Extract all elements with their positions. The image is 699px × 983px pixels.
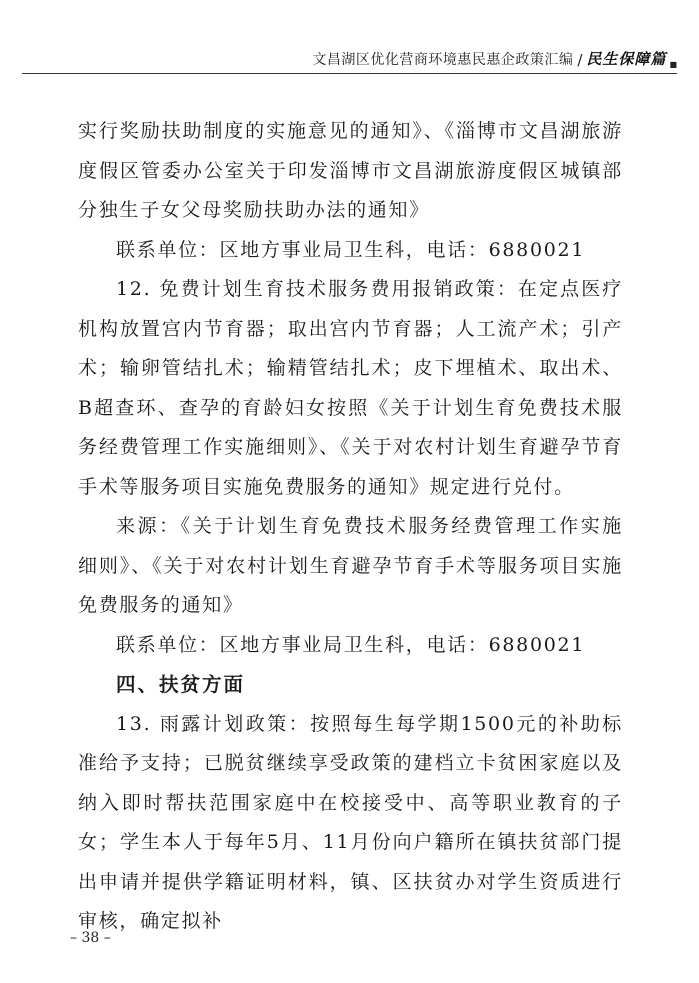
header-separator: /	[577, 51, 583, 69]
paragraph-contact-2: 联系单位：区地方事业局卫生科，电话：6880021	[116, 633, 586, 656]
header-title: 文昌湖区优化营商环境惠民惠企政策汇编	[312, 52, 574, 68]
page-body	[78, 112, 623, 942]
header-section-title: 民生保障篇	[586, 50, 667, 68]
header-square-mark: ■	[669, 60, 677, 69]
paragraph-item-12: 12. 免费计划生育技术服务费用报销政策：在定点医疗机构放置宫内节育器；取出宫内节育器；人工流产术；引产术；输卵管结扎术；输精管结扎术；皮下埋植术、取出术、B超查环、查孕的育龄妇女按照《关于计划生育免费技术服务经费管理工作实施细则》、《关于对农村计划生育避孕节育手术等服务项目实施免费服务的通知》规定进行兑付。	[78, 278, 623, 498]
paragraph-policy-source-continued: 实行奖励扶助制度的实施意见的通知》、《淄博市文昌湖旅游度假区管委办公室关于印发淄博市文昌湖旅游度假区城镇部分独生子女父母奖励扶助办法的通知》	[78, 120, 623, 221]
paragraph-contact-1: 联系单位：区地方事业局卫生科，电话：6880021	[116, 238, 586, 261]
page-header	[22, 44, 677, 74]
paragraph-source-item-12: 来源：《关于计划生育免费技术服务经费管理工作实施细则》、《关于对农村计划生育避孕节育手术等服务项目实施免费服务的通知》	[78, 515, 623, 616]
paragraph-item-13: 13. 雨露计划政策：按照每生每学期1500元的补助标准给予支持；已脱贫继续享受政策的建档立卡贫困家庭以及纳入即时帮扶范围家庭中在校接受中、高等职业教育的子女；学生本人于每年5月、11月份向户籍所在镇扶贫部门提出申请并提供学籍证明材料，镇、区扶贫办对学生资质进行审核，确定拟补	[78, 712, 623, 932]
section-heading-poverty-alleviation: 四、扶贫方面	[116, 673, 246, 696]
page-number: – 38 –	[70, 930, 111, 946]
